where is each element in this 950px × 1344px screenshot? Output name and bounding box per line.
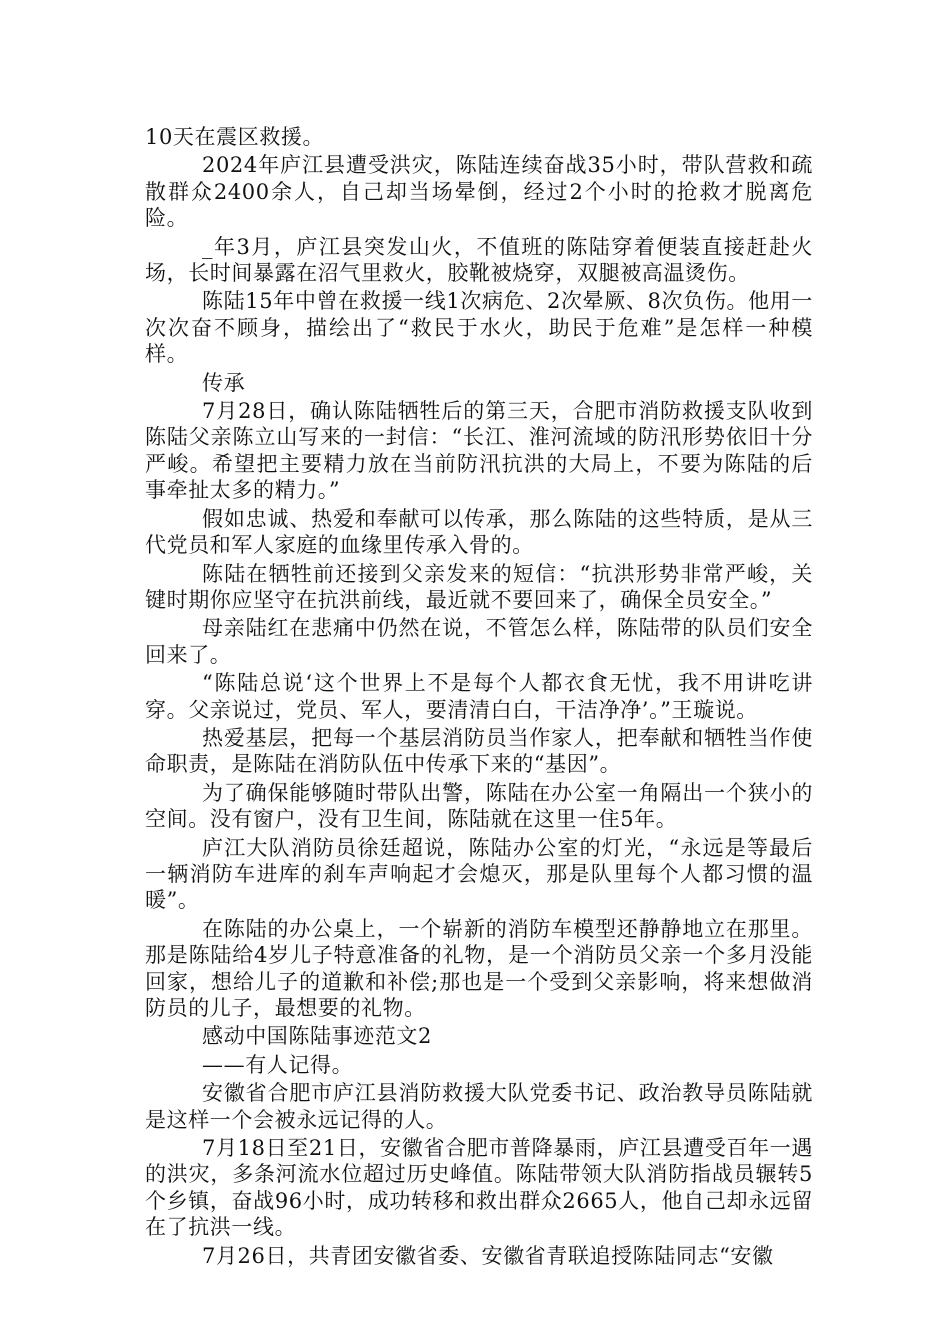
paragraph: 7月18日至21日，安徽省合肥市普降暴雨，庐江县遭受百年一遇的洪灾，多条河流水位超过历史峰值。陈陆带领大队消防指战员辗转5个乡镇，奋战96小时，成功转移和救出群众2665人，他自己却永远留在了抗洪一线。	[145, 1136, 813, 1240]
paragraph: 在陈陆的办公桌上，一个崭新的消防车模型还静静地立在那里。那是陈陆给4岁儿子特意准备的礼物，是一个消防员父亲一个多月没能回家，想给儿子的道歉和补偿;那也是一个受到父亲影响，将来想做消防员的儿子，最想要的礼物。	[145, 916, 813, 1020]
paragraph: _年3月，庐江县突发山火，不值班的陈陆穿着便装直接赶赴火场，长时间暴露在沼气里救火，胶靴被烧穿，双腿被高温烫伤。	[145, 234, 813, 286]
paragraph: 假如忠诚、热爱和奉献可以传承，那么陈陆的这些特质，是从三代党员和军人家庭的血缘里传承入骨的。	[145, 506, 813, 558]
paragraph: 庐江大队消防员徐廷超说，陈陆办公室的灯光，“永远是等最后一辆消防车进库的刹车声响起才会熄灭，那是队里每个人都习惯的温暖”。	[145, 835, 813, 913]
paragraph: 母亲陆红在悲痛中仍然在说，不管怎么样，陈陆带的队员们安全回来了。	[145, 616, 813, 667]
paragraph: ——有人记得。	[202, 1052, 354, 1077]
paragraph: 热爱基层，把每一个基层消防员当作家人，把奉献和牺牲当作使命职责，是陈陆在消防队伍中传承下来的“基因”。	[145, 725, 813, 777]
section-heading: 感动中国陈陆事迹范文2	[202, 1024, 432, 1049]
section-heading: 传承	[202, 370, 246, 395]
document-body	[145, 124, 813, 1271]
paragraph: 7月26日，共青团安徽省委、安徽省青联追授陈陆同志“安徽	[202, 1243, 774, 1268]
paragraph: 安徽省合肥市庐江县消防救援大队党委书记、政治教导员陈陆就是这样一个会被永远记得的人。	[145, 1081, 813, 1132]
paragraph: “陈陆总说‘这个世界上不是每个人都衣食无忧，我不用讲吃讲穿。父亲说过，党员、军人，要清清白白，干洁净净’。”王璇说。	[145, 671, 813, 722]
paragraph: 7月28日，确认陈陆牺牲后的第三天，合肥市消防救援支队收到陈陆父亲陈立山写来的一封信：“长江、淮河流域的防汛形势依旧十分严峻。希望把主要精力放在当前防汛抗洪的大局上，不要为陈陆的后事牵扯太多的精力。”	[145, 399, 813, 503]
paragraph: 2024年庐江县遭受洪灾，陈陆连续奋战35小时，带队营救和疏散群众2400余人，自己却当场晕倒，经过2个小时的抢救才脱离危险。	[145, 153, 813, 231]
paragraph: 为了确保能够随时带队出警，陈陆在办公室一角隔出一个狭小的空间。没有窗户，没有卫生间，陈陆就在这里一住5年。	[145, 780, 813, 832]
paragraph: 陈陆在牺牲前还接到父亲发来的短信：“抗洪形势非常严峻，关键时期你应坚守在抗洪前线，最近就不要回来了，确保全员安全。”	[145, 561, 813, 612]
paragraph: 10天在震区救援。	[145, 125, 325, 149]
paragraph: 陈陆15年中曾在救援一线1次病危、2次晕厥、8次负伤。他用一次次奋不顾身，描绘出了“救民于水火，助民于危难”是怎样一种模样。	[145, 289, 813, 367]
